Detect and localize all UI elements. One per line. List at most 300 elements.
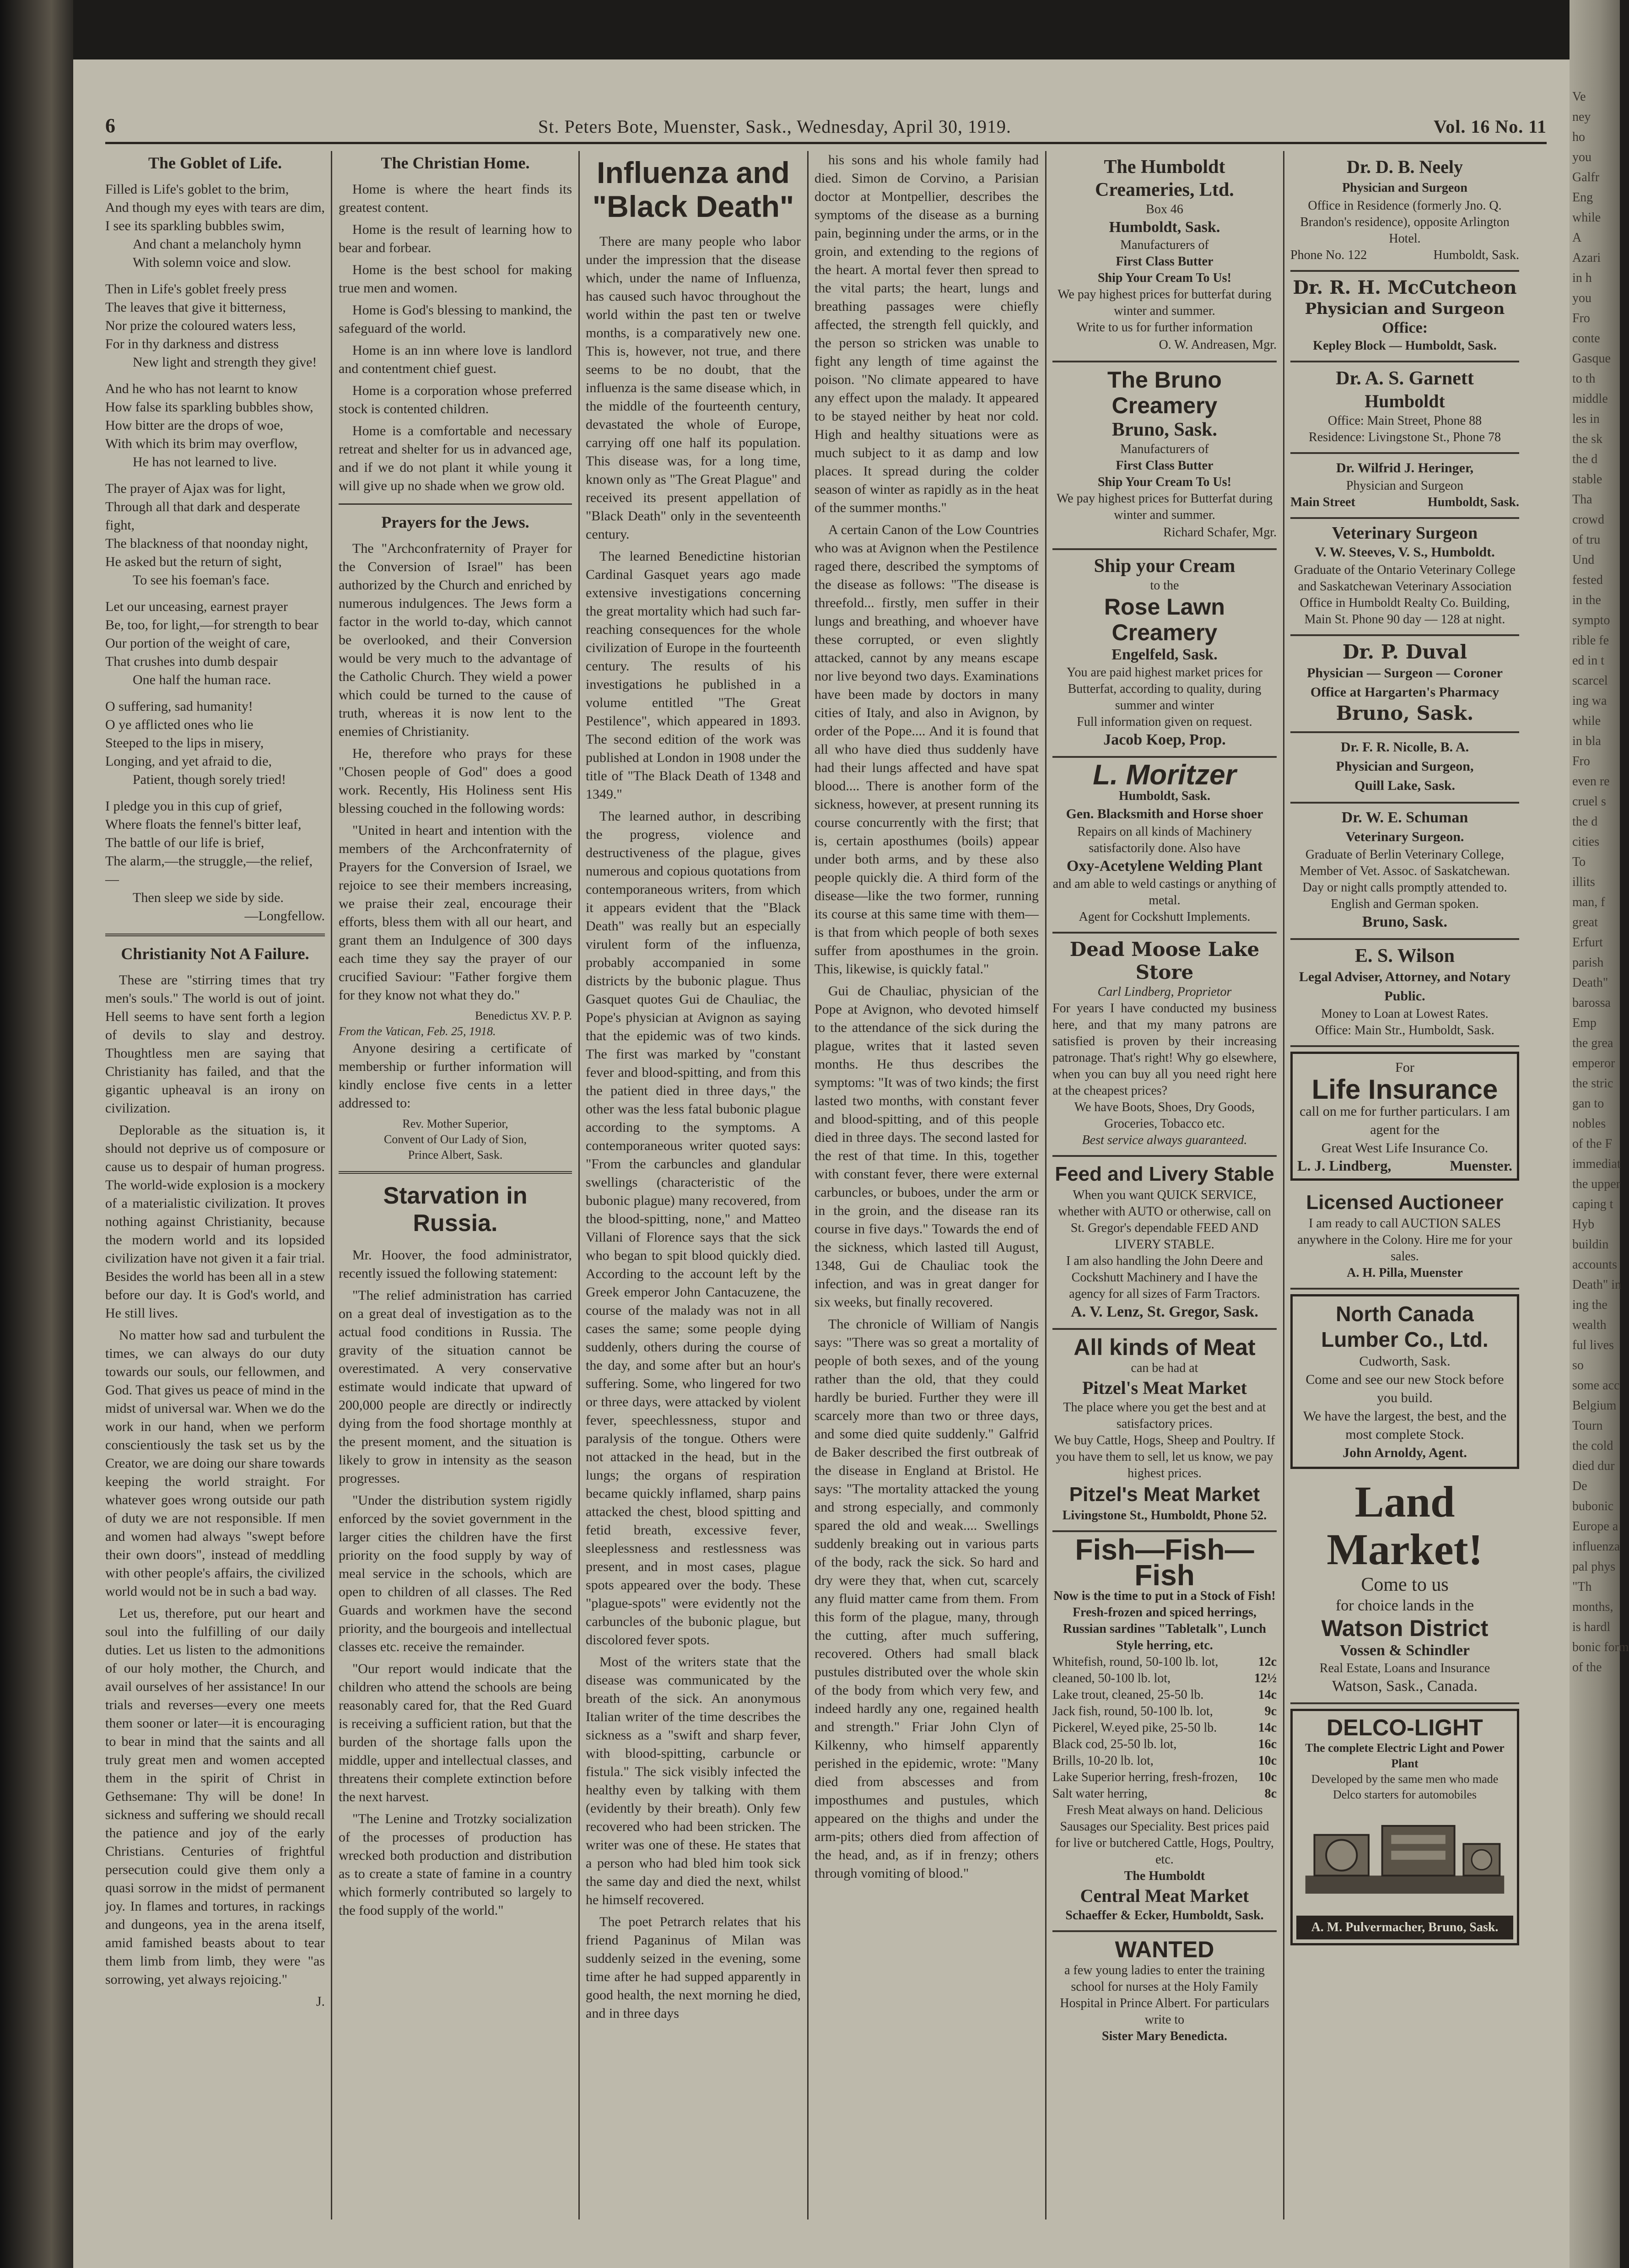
adjacent-page-fragment: the sk xyxy=(1572,432,1603,446)
adjacent-page-fragment: ed in t xyxy=(1572,653,1604,668)
paragraph: The "Archconfraternity of Prayer for the Conversion of Israel" has been authorized by the Church and enriched by numerous indulgences. The Jews form a factor in the world to-day, which cannot be overlooked, and their Conversion would be very much to the advantage of the Catholic Church. They wield a power which could be turned to the cause of truth, whereas it is now lent to the enemies of Christianity. xyxy=(339,541,572,739)
paragraph: Home is the result of learning how to bear and forbear. xyxy=(339,222,572,255)
paragraph: Most of the writers state that the disease was communicated by the breath of the sick. An anonymous Italian writer of the time describes the sickness as a "swift and sharp fever, with blood-spitting, carbuncle or fistula." The sick visibly infected the healthy even by talking with them (evidently by their breath). Only few recovered who had been stricken. The writer was one of these. He states that a person who had bled him took sick the same day and died the next, whilst he himself recovered. xyxy=(586,1654,801,1907)
poem-line: For in thy darkness and distress xyxy=(105,336,279,351)
adjacent-page-fragment: Tha xyxy=(1572,492,1592,507)
ad-text: Come and see our new Stock before you build. xyxy=(1305,1372,1504,1405)
poem-line: Be, too, for light,—for strength to bear xyxy=(105,617,318,632)
paragraph: Deplorable as the situation is, it should not deprive us of composure or cause us to despair of human progress. The world-wide explosion is a mockery of a materialistic civilization. It proves nothing against Christianity, because the modern world and its lopsided civilization have not given it a fair trial. Besides the world has been all in a stew before our day. It is God's world, and He still lives. xyxy=(105,1123,325,1321)
adjacent-page-fragment: immediat xyxy=(1572,1157,1621,1171)
stanza-break xyxy=(105,272,325,280)
adjacent-page-fragment: Death" in xyxy=(1572,1278,1622,1292)
price-value: 8c xyxy=(1264,1787,1277,1801)
adjacent-page-fragment: conte xyxy=(1572,331,1600,346)
card-text: Bruno, Sask. xyxy=(1336,702,1474,724)
address-line: Rev. Mother Superior, xyxy=(402,1117,508,1130)
card-text: Physician and Surgeon xyxy=(1342,181,1467,195)
convent-address xyxy=(339,1116,572,1163)
price-row xyxy=(1052,1654,1277,1670)
adjacent-page-fragment: Death" xyxy=(1572,976,1608,990)
ad-text: Pitzel's Meat Market xyxy=(1069,1483,1260,1506)
ad-town: Bruno, Sask. xyxy=(1112,419,1217,440)
adjacent-page-fragment: you xyxy=(1572,150,1591,164)
card-dr-mccutcheon xyxy=(1290,272,1519,362)
ad-title: Land xyxy=(1354,1477,1455,1526)
ad-signature: Muenster. xyxy=(1450,1157,1512,1174)
adjacent-page-fragment: Europe a xyxy=(1572,1519,1618,1534)
ad-signature: Schaeffer & Ecker, Humboldt, Sask. xyxy=(1065,1908,1264,1922)
price-item: Lake trout, cleaned, 25-50 lb. xyxy=(1052,1688,1204,1702)
adjacent-page-fragment: scarcel xyxy=(1572,674,1608,688)
card-text: Office in Humboldt Realty Co. Building, Main St. Phone 90 day — 128 at night. xyxy=(1300,596,1510,626)
poem-author: —Longfellow. xyxy=(244,908,325,923)
ad-text: Vossen & Schindler xyxy=(1339,1642,1470,1659)
ad-text: Gen. Blacksmith and Horse shoer xyxy=(1066,806,1263,821)
ad-text: to the xyxy=(1150,578,1179,593)
ad-signature: A. M. Pulvermacher, Bruno, Sask. xyxy=(1296,1916,1513,1939)
ad-text: The complete Electric Light and Power Plant xyxy=(1305,1741,1505,1770)
card-text: Office in Residence (formerly Jno. Q. Brandon's residence), opposite Arlington Hotel. xyxy=(1300,199,1510,246)
card-text: Money to Loan at Lowest Rates. xyxy=(1321,1007,1489,1021)
price-value: 9c xyxy=(1264,1704,1277,1718)
price-row xyxy=(1052,1736,1277,1753)
price-item: Black cod, 25-50 lb. lot, xyxy=(1052,1737,1177,1751)
adjacent-page-fragment: ho xyxy=(1572,130,1585,144)
ad-title: North Canada Lumber Co., Ltd. xyxy=(1321,1302,1489,1351)
adjacent-page-fragment: caping t xyxy=(1572,1197,1613,1211)
page-number: 6 xyxy=(105,114,116,137)
adjacent-page-fragment: bubonic xyxy=(1572,1499,1614,1513)
ad-text: Watson District xyxy=(1321,1615,1489,1641)
paragraph: "Our report would indicate that the children who attend the schools are being reasonably cared for, that the Red Guard is receiving a sufficient ration, but that the burden of the shortage falls upon the middle, upper and intellectual classes, and threatens their complete extinction before the next harvest. xyxy=(339,1661,572,1804)
newspaper-page xyxy=(73,59,1570,2268)
poem-line: Our portion of the weight of care, xyxy=(105,636,291,651)
adjacent-page-fragment: man, f xyxy=(1572,895,1605,909)
adjacent-page-fragment: "Th xyxy=(1572,1580,1592,1594)
card-name: Dr. Wilfrid J. Heringer, xyxy=(1336,460,1473,475)
ad-text: Central Meat Market xyxy=(1080,1885,1249,1906)
article-title-influenza: Influenza and "Black Death" xyxy=(592,156,794,223)
column-rule xyxy=(331,151,332,2219)
poem-line: Then in Life's goblet freely press xyxy=(105,281,287,297)
ad-text: Manufacturers of xyxy=(1120,442,1209,456)
fish-price-list xyxy=(1052,1654,1277,1802)
card-text: Kepley Block — Humboldt, Sask. xyxy=(1313,339,1497,353)
ad-title: L. Moritzer xyxy=(1093,759,1236,791)
adjacent-page-fragment: months, xyxy=(1572,1600,1613,1614)
poem-line: The alarm,—the struggle,—the relief,— xyxy=(105,853,313,887)
ad-text: Repairs on all kinds of Machinery satisfactorily done. Also have xyxy=(1077,825,1252,855)
column-rule xyxy=(1283,151,1284,2219)
adjacent-page-fragment: Erfurt xyxy=(1572,935,1603,950)
card-text: Quill Lake, Sask. xyxy=(1354,778,1456,793)
adjacent-page-fragment: the stric xyxy=(1572,1076,1613,1091)
price-row xyxy=(1052,1786,1277,1802)
ad-text: The Humboldt xyxy=(1124,1869,1205,1883)
price-item: Jack fish, round, 50-100 lb. lot, xyxy=(1052,1704,1213,1718)
ad-town: Humboldt, Sask. xyxy=(1109,219,1220,236)
poem-line: He has not learned to live. xyxy=(133,454,277,470)
adjacent-page-fragment: the d xyxy=(1572,452,1598,466)
poem-line: I pledge you in this cup of grief, xyxy=(105,799,282,814)
card-name: Veterinary Surgeon xyxy=(1332,524,1478,543)
card-name: Dr. F. R. Nicolle, B. A. xyxy=(1340,740,1469,755)
paragraph: Let us, therefore, put our heart and soul into the fulfilling of our daily duties. Let us listen to the admonitions of our holy mother, the Church, and avail ourselves of her assistance! In our trials and reverses—every one meets them sooner or later—it is encouraging to bear in mind that the saints and all truly great men and women accepted them in the spirit of Christ in Gethsemane: Thy will be done! In sickness and suffering we should recall the patience and joy of the early Christians. Centuries of frightful persecution could give them only a quasi sorrow in the midst of permanent joy. In flames and tortures, in rackings and dungeons, yea in the arena itself, amid famished beasts about to tear them limb from limb, they were "as sorrowing, yet always rejoicing." xyxy=(105,1606,325,1987)
ad-title: Market! xyxy=(1327,1525,1483,1574)
adjacent-page-fragment: of the xyxy=(1572,1660,1602,1674)
paragraph: his sons and his whole family had died. Simon de Corvino, a Parisian doctor at Montpellier, describes the symptoms of the disease as a burning pain, beginning under the arms, or in the groin, and extending to the regions of the heart. A mortal fever then spread to the vital parts; the heart, lungs and breathing passages were chiefly affected, the strength fell quickly, and the person so stricken was unable to fight any length of time against the poison. "No climate appeared to have any effect upon the malady. It appeared to be stayed neither by heat nor cold. High and healthy situations were as much subject to it as damp and low places. It spread during the colder season of winter as rapidly as in the heat of the summer months." xyxy=(814,152,1039,515)
adjacent-page-edge xyxy=(1570,0,1629,2268)
adjacent-page-text xyxy=(1570,87,1629,2238)
price-value: 16c xyxy=(1258,1737,1277,1751)
adjacent-page-fragment: middle xyxy=(1572,392,1608,406)
poem-line: And though my eyes with tears are dim, xyxy=(105,200,325,215)
ad-text: For xyxy=(1395,1060,1414,1075)
divider xyxy=(339,503,572,505)
ad-wanted-nurses xyxy=(1052,1932,1277,2051)
card-text: Humboldt xyxy=(1365,391,1445,411)
poem-line: The blackness of that noonday night, xyxy=(105,536,308,551)
paragraph: "United in heart and intention with the members of the Archconfraternity of Prayers for the Conversion of Israel, we rejoice to see their members increasing, we praise their zeal, encourage their efforts, bless them with all our heart, and grant them an Indulgence of 300 days each time they say the prayer of our crucified Saviour: "Father forgive them for they know not what they do." xyxy=(339,823,572,1003)
card-text: Veterinary Surgeon. xyxy=(1345,829,1464,844)
address-line: Prince Albert, Sask. xyxy=(408,1148,503,1161)
book-binding-shadow xyxy=(0,0,73,2268)
column-1 xyxy=(105,151,325,2219)
paragraph: The chronicle of William of Nangis says: "There was so great a mortality of people of both sexes, and of the young rather than the old, that they could hardly be buried. Further they were ill scarcely more than two or three days, and some died quite suddenly." Galfrid de Baker described the first outbreak of the disease in England at Bristol. He says: "The mortality attacked the young and strong especially, and commonly spared the old and weak.... Swellings suddenly breaking out in various parts of the body, rack the sick. So hard and dry were they that, when cut, scarcely any fluid matter came from them. From this form of the plague, many, through the cutting, after much suffering, recovered. Others had small black pustules distributed over the whole skin of the body from which very few, and indeed hardly any one, regained health and strength." Friar John Clyn of Kilkenny, who himself apparently perished in the epidemic, wrote: "Many died from abscesses and from imposthumes and pustules, which appeared on the thighs and under the arm-pits; others died from affection of the head, and, as if in frenzy; others through vomiting of blood." xyxy=(814,1317,1039,1881)
adjacent-page-fragment: fested xyxy=(1572,573,1603,587)
price-value: 10c xyxy=(1258,1754,1277,1768)
adjacent-page-fragment: parish xyxy=(1572,956,1604,970)
ad-text: Best service always guaranteed. xyxy=(1082,1133,1247,1147)
newspaper-title: St. Peters Bote, Muenster, Sask., Wednesday, April 30, 1919. xyxy=(538,116,1011,137)
ad-pitzels-meat xyxy=(1052,1330,1277,1532)
adjacent-page-fragment: even re xyxy=(1572,774,1610,788)
adjacent-page-fragment: barossa xyxy=(1572,996,1611,1010)
ad-title: The Bruno Creamery xyxy=(1107,367,1222,418)
ad-text: Pitzel's Meat Market xyxy=(1082,1377,1247,1398)
price-value: 14c xyxy=(1258,1688,1277,1702)
price-row xyxy=(1052,1703,1277,1720)
card-name: Dr. W. E. Schuman xyxy=(1341,809,1468,826)
paragraph: No matter how sad and turbulent the times, we can always do our duty towards our souls, our fellowmen, and God. That gives us peace of mind in the midst of universal war. When we do the work in our hand, when we perform conscientiously the task set us by the Creator, we are doing our share towards keeping the world straight. For whatever goes wrong outside our path of duty we are not responsible. If men and women had always "swept before their own doors", instead of meddling with other people's affairs, the civilized world would not be in such a bad way. xyxy=(105,1328,325,1599)
ad-north-canada-lumber xyxy=(1290,1294,1519,1469)
adjacent-page-fragment: of the F xyxy=(1572,1137,1613,1151)
card-text: Bruno, Sask. xyxy=(1362,913,1448,930)
paragraph: These are "stirring times that try men's souls." The world is out of joint. Hell seems to have sent forth a legion of devils to slay and destroy. Thoughtless men are saying that Christianity has failed, and that the gigantic upheaval is an irony on civilization. xyxy=(105,972,325,1116)
paragraph: Home is the best school for making true men and women. xyxy=(339,262,572,296)
card-text: Phone No. 122 xyxy=(1290,248,1367,262)
card-dr-schuman xyxy=(1290,804,1519,940)
adjacent-page-fragment: influenza xyxy=(1572,1539,1620,1554)
adjacent-page-fragment: the cold xyxy=(1572,1439,1613,1453)
column-2 xyxy=(339,151,572,2219)
article-body-christian-home xyxy=(339,180,572,495)
ad-text: Livingstone St., Humboldt, Phone 52. xyxy=(1062,1508,1267,1523)
adjacent-page-fragment: rible fe xyxy=(1572,633,1609,648)
paragraph: The poet Petrarch relates that his friend Paganinus of Milan was suddenly seized in the evening, some time after he had supped apparently in good health, the next morning he died, and in three days xyxy=(586,1914,801,2021)
card-dr-duval xyxy=(1290,636,1519,733)
ad-text: Cudworth, Sask. xyxy=(1359,1354,1451,1369)
adjacent-page-fragment: Azari xyxy=(1572,251,1601,265)
price-item: Brills, 10-20 lb. lot, xyxy=(1052,1754,1154,1768)
card-text: Graduate of the Ontario Veterinary College and Saskatchewan Veterinary Association xyxy=(1294,563,1516,594)
poem-title: The Goblet of Life. xyxy=(148,154,282,172)
poem-line: With which its brim may overflow, xyxy=(105,436,298,451)
article-body-influenza xyxy=(586,232,801,2023)
adjacent-page-fragment: De xyxy=(1572,1479,1587,1493)
article-body-starvation xyxy=(339,1246,572,1920)
article-title-prayers-jews: Prayers for the Jews. xyxy=(381,513,529,531)
adjacent-page-fragment: Ve xyxy=(1572,90,1586,104)
card-text: V. W. Steeves, V. S., Humboldt. xyxy=(1315,545,1495,560)
adjacent-page-fragment: Belgium xyxy=(1572,1399,1617,1413)
adjacent-page-fragment: Emp xyxy=(1572,1016,1597,1030)
poem-line: Longing, and yet afraid to die, xyxy=(105,754,272,769)
poem-line: Where floats the fennel's bitter leaf, xyxy=(105,817,302,832)
card-name: Dr. A. S. Garnett xyxy=(1336,368,1474,389)
price-row xyxy=(1052,1769,1277,1786)
card-dr-heringer xyxy=(1290,454,1519,519)
ad-title: WANTED xyxy=(1115,1937,1214,1962)
ad-text: Oxy-Acetylene Welding Plant xyxy=(1066,858,1263,875)
poem-line: Filled is Life's goblet to the brim, xyxy=(105,182,289,197)
adjacent-page-fragment: Galfr xyxy=(1572,170,1600,184)
ad-text: a few young ladies to enter the training school for nurses at the Holy Family Hospital in Prince Albert. For particulars write to xyxy=(1060,1963,1269,2027)
ad-text: Ship Your Cream To Us! xyxy=(1097,271,1231,285)
ad-moritzer xyxy=(1052,758,1277,934)
poem-goblet-of-life xyxy=(105,180,325,907)
poem-line: Patient, though sorely tried! xyxy=(133,772,286,787)
ad-text: Now is the time to put in a Stock of Fish! Fresh-frozen and spiced herrings, Russian sardines "Tabletalk", Lunch Style herring, etc. xyxy=(1053,1589,1276,1652)
card-text: Humboldt, Sask. xyxy=(1433,248,1519,262)
paragraph: He, therefore who prays for these "Chosen people of God" does a good work. Recently, His Holiness sent His blessing couched in the following words: xyxy=(339,746,572,816)
paragraph: The learned Benedictine historian Cardinal Gasquet years ago made extensive investigations concerning the great mortality which had such far-reaching consequences for the whole civilization of Europe in the fourteenth century. The results of his investigations he published in a volume entitled "The Great Pestilence", which appeared in 1893. The second edition of the work was published at London in 1908 under the title of "The Black Death of 1348 and 1349." xyxy=(586,549,801,802)
card-text: Main Street xyxy=(1290,495,1355,509)
adjacent-page-fragment: died dur xyxy=(1572,1459,1615,1473)
adjacent-page-fragment: great xyxy=(1572,915,1598,929)
ad-signature: Jacob Koep, Prop. xyxy=(1103,731,1226,748)
ad-text: Carl Lindberg, Proprietor xyxy=(1097,985,1232,999)
price-value: 10c xyxy=(1258,1770,1277,1784)
ad-rose-lawn-creamery xyxy=(1052,550,1277,758)
ad-text: Write to us for further information xyxy=(1076,320,1253,335)
card-text: Office: xyxy=(1381,319,1428,336)
poem-line: Let our unceasing, earnest prayer xyxy=(105,599,288,614)
ad-text: We buy Cattle, Hogs, Sheep and Poultry. If you have them to sell, let us know, we pay highest prices. xyxy=(1054,1433,1275,1480)
adjacent-page-fragment: Eng xyxy=(1572,190,1593,205)
poem-line: New light and strength they give! xyxy=(133,355,317,370)
paragraph: Home is where the heart finds its greatest content. xyxy=(339,182,572,215)
ad-text: Developed by the same men who made Delco starters for automobiles xyxy=(1311,1772,1499,1801)
ad-text: The place where you get the best and at satisfactory prices. xyxy=(1063,1400,1266,1431)
adjacent-page-fragment: To xyxy=(1572,855,1586,869)
ad-text: We pay highest prices for butterfat during winter and summer. xyxy=(1057,287,1272,318)
paragraph: There are many people who labor under the impression that the disease which, under the name of Influenza, has caused such havoc throughout the world within the past ten or twelve months, is a comparatively new one. This is, however, not true, and there seems to be no doubt, that the influenza is the same disease which, in the middle of the fourteenth century, devastated the whole of Europe, carrying off one half its population. This disease was, for a long time, known only as "The Great Plague" and received its present appellation of "Black Death" only in the seventeenth century. xyxy=(586,234,801,542)
volume-number: Vol. 16 No. 11 xyxy=(1433,116,1547,137)
article-body-influenza-continued xyxy=(814,151,1039,1883)
adjacent-page-fragment: buildin xyxy=(1572,1237,1609,1252)
article-body-christianity xyxy=(105,971,325,1989)
ad-text: Watson, Sask., Canada. xyxy=(1332,1678,1478,1695)
ad-fish xyxy=(1052,1532,1277,1932)
paragraph: "The relief administration has carried on a great deal of investigation as to the actual food conditions in Russia. The gravity of the situation cannot be overestimated. A very conservative estimate would indicate that upward of 200,000 people are directly or indirectly dying from the food shortage monthly at the present moment, and the situation is likely to grow in intensity as the season progresses. xyxy=(339,1288,572,1486)
poem-line: Through all that dark and desperate fight, xyxy=(105,499,300,533)
paragraph: Home is an inn where love is landlord and contentment chief guest. xyxy=(339,343,572,376)
ad-text: and am able to weld castings or anything of metal. xyxy=(1052,877,1277,907)
adjacent-page-fragment: Hyb xyxy=(1572,1217,1595,1231)
adjacent-page-fragment: while xyxy=(1572,714,1601,728)
adjacent-page-fragment: Gasque xyxy=(1572,351,1611,366)
ad-text: can be had at xyxy=(1131,1361,1198,1375)
poem-line: The leaves that give it bitterness, xyxy=(105,300,286,315)
card-text: Legal Adviser, Attorney, and Notary Public. xyxy=(1299,969,1511,1004)
ad-title: Fish—Fish—Fish xyxy=(1075,1533,1254,1592)
price-row xyxy=(1052,1720,1277,1736)
paragraph: "Under the distribution system rigidly enforced by the soviet government in the larger cities the children have the first priority on the food supply by way of meal service in the schools, which are open to children of all classes. The Red Guards and workmen have the second priority, and the bourgeois and intellectual classes etc. receive the remainder. xyxy=(339,1493,572,1654)
ad-humboldt-creameries xyxy=(1052,151,1277,362)
paragraph: Home is a comfortable and necessary retreat and shelter for us in advanced age, and if we do not plant it while young it will give up no shade when we grow old. xyxy=(339,423,572,493)
card-text: Office at Hargarten's Pharmacy xyxy=(1310,685,1500,700)
ad-title: Rose Lawn Creamery xyxy=(1104,594,1225,645)
paragraph: "The Lenine and Trotzky socialization of the processes of production has wrecked both production and distribution as to create a state of famine in a country which formerly contributed so largely to the food supply of the world." xyxy=(339,1811,572,1918)
stanza-break xyxy=(105,372,325,380)
card-text: Graduate of Berlin Veterinary College, Member of Vet. Assoc. of Saskatchewan. Day or night calls promptly attended to. English and German spoken. xyxy=(1300,848,1510,911)
paragraph: Home is a corporation whose preferred stock is contented children. xyxy=(339,383,572,416)
stanza-break xyxy=(105,471,325,480)
adjacent-page-fragment: you xyxy=(1572,291,1591,305)
ad-text: First Class Butter xyxy=(1116,254,1214,269)
ad-text: Ship Your Cream To Us! xyxy=(1097,475,1231,489)
card-text: Physician and Surgeon, xyxy=(1336,759,1474,774)
price-item: cleaned, 50-100 lb. lot, xyxy=(1052,1671,1171,1685)
card-text: Residence: Livingstone St., Phone 78 xyxy=(1309,430,1501,444)
price-value: 12c xyxy=(1258,1655,1277,1669)
address-line: Convent of Our Lady of Sion, xyxy=(384,1133,527,1146)
adjacent-page-fragment: so xyxy=(1572,1358,1584,1372)
poem-line: I see its sparkling bubbles swim, xyxy=(105,218,285,233)
article-title-starvation: Starvation in Russia. xyxy=(383,1183,528,1237)
poem-line: With solemn voice and slow. xyxy=(133,255,291,270)
adjacent-page-fragment: gan to xyxy=(1572,1096,1604,1111)
poem-line: That crushes into dumb despair xyxy=(105,654,278,669)
certificate-note: Anyone desiring a certificate of membership or further information will kindly enclose five cents in a letter addressed to: xyxy=(339,1041,572,1111)
ad-text: We pay highest prices for Butterfat during winter and summer. xyxy=(1056,491,1273,522)
adjacent-page-fragment: in bla xyxy=(1572,734,1601,748)
paragraph: Mr. Hoover, the food administrator, recently issued the following statement: xyxy=(339,1247,572,1281)
adjacent-page-fragment: bonic form xyxy=(1572,1640,1629,1654)
ad-text: Agent for Cockshutt Implements. xyxy=(1079,910,1251,924)
engine-illustration xyxy=(1296,1807,1513,1908)
card-steeves xyxy=(1290,519,1519,636)
poem-line: How bitter are the drops of woe, xyxy=(105,418,284,433)
adjacent-page-fragment: cities xyxy=(1572,835,1600,849)
ad-text: You are paid highest market prices for Butterfat, according to quality, during summer and winter xyxy=(1067,665,1262,713)
ad-title: Feed and Livery Stable xyxy=(1055,1163,1274,1185)
ad-title: Licensed Auctioneer xyxy=(1306,1191,1504,1214)
adjacent-page-fragment: cruel s xyxy=(1572,794,1606,809)
papal-signature: Benedictus XV. P. P. xyxy=(475,1009,572,1022)
poem-line: The prayer of Ajax was for light, xyxy=(105,481,286,496)
card-text: Physician and Surgeon xyxy=(1346,479,1464,493)
poem-line: Steeped to the lips in misery, xyxy=(105,735,264,751)
poem-line: The battle of our life is brief, xyxy=(105,835,264,850)
ad-text: I am also handling the John Deere and Cockshutt Machinery and I have the agency for all sizes of Farm Tractors. xyxy=(1066,1254,1263,1301)
adjacent-page-fragment: wealth xyxy=(1572,1318,1607,1332)
poem-line: He asked but the return of sight, xyxy=(105,554,282,569)
ad-text: Come to us xyxy=(1361,1574,1449,1595)
price-item: Lake Superior herring, fresh-frozen, xyxy=(1052,1770,1238,1784)
poem-line: And he who has not learnt to know xyxy=(105,381,298,396)
article-title-christianity: Christianity Not A Failure. xyxy=(121,945,309,963)
paragraph: The learned author, in describing the progress, violence and destructiveness of the plague, gives numerous and copious quotations from contemporaneous writers, from which it appears evident that the "Black Death" was really but an especially virulent form of the influenza, probably accompanied in some districts by the bubonic plague. Thus Gasquet quotes Gui de Chauliac, the Pope's physician at Avignon as saying that the epidemic was of two kinds. The first was marked by "constant fever and blood-spitting, and from this the patient died in three days," the other was the less fatal bubonic plague according to the symptoms. A contemporaneous writer quoted says: "From the carbuncles and glandular swellings (characteristic of the bubonic plague) many recovered, from the blood-spitting, none," and Matteo Villani of Florence says that the sick who began to spit blood quickly died. According to the account left by the Greek emperor John Cantacuzene, the course of the malady was not in all cases the same; some people dying suddenly, others during the course of the day, and some after but an hour's suffering. Some, who lingered for two or three days, were attacked by violent fever, speechlessness, stupor and paralysis of the tongue. Others were not attacked in the head, but in the lungs; the organs of respiration became quickly inflamed, sharp pains attacked the chest, blood spitting and fetid breath, excessive fever, sleeplessness and restlessness was present, and in most cases, plague spots appeared over the body. These "plague-spots" were evidently not the carbuncles of the bubonic plague, but discolored fever spots. xyxy=(586,809,801,1647)
card-text: Office: Main Street, Phone 88 xyxy=(1327,414,1482,428)
ad-text: For years I have conducted my business here, and that my many patrons are satisfied is proven by their increasing patronage. That's right! Why go elsewhere, when you can buy all you need right here at the cheapest prices? xyxy=(1052,1001,1277,1098)
card-wilson xyxy=(1290,940,1519,1047)
ad-text: Fresh Meat always on hand. Delicious Sausages our Speciality. Best prices paid for live or butchered Cattle, Hogs, Poultry, etc. xyxy=(1055,1803,1274,1867)
price-item: Salt water herring, xyxy=(1052,1787,1148,1801)
ad-text: Real Estate, Loans and Insurance xyxy=(1319,1661,1490,1675)
adjacent-page-fragment: of tru xyxy=(1572,533,1601,547)
ad-title: Life Insurance xyxy=(1311,1074,1498,1105)
ad-text: Box 46 xyxy=(1146,202,1183,216)
paragraph: A certain Canon of the Low Countries who was at Avignon when the Pestilence raged there, described the symptoms of the disease as follows: "The disease is threefold... firstly, men suffer in their lungs and breathing, and whoever have these corrupted, or even slightly attacked, cannot by any means escape nor live beyond two days. Examinations have been made by doctors in many cities of Italy, and also in Avignon, by order of the Pope.... And it is found that all who have died thus suddenly have had their lungs affected and have spat blood.... There is another form of the sickness, however, at present running its course concurrently with the first; that is, certain aposthumes (boils) appear under both arms, and by these also people quickly die. A third form of the disease—like the two former, running its course at this same time with them—is that from which people of both sexes suffer from aposthumes in the groin. This, likewise, is quickly fatal." xyxy=(814,522,1039,977)
masthead xyxy=(105,105,1547,144)
adjacent-page-fragment: emperor xyxy=(1572,1056,1615,1070)
ad-dead-moose-lake-store xyxy=(1052,934,1277,1157)
card-dr-garnett xyxy=(1290,362,1519,454)
poem-line: How false its sparkling bubbles show, xyxy=(105,400,313,415)
ad-signature: L. J. Lindberg, xyxy=(1297,1157,1392,1174)
adjacent-page-fragment: Fro xyxy=(1572,754,1590,768)
article-title-christian-home: The Christian Home. xyxy=(381,154,530,172)
adjacent-page-fragment: ing the xyxy=(1572,1298,1607,1312)
price-row xyxy=(1052,1753,1277,1769)
price-item: Pickerel, W.eyed pike, 25-50 lb. xyxy=(1052,1721,1217,1735)
ad-signature: A. V. Lenz, St. Gregor, Sask. xyxy=(1071,1303,1258,1320)
paragraph: Home is God's blessing to mankind, the safeguard of the world. xyxy=(339,302,572,336)
stanza-break xyxy=(105,689,325,697)
adjacent-page-fragment: the upper xyxy=(1572,1177,1620,1191)
ad-title: The Humboldt Creameries, Ltd. xyxy=(1095,157,1234,200)
card-text: Physician — Surgeon — Coroner xyxy=(1307,665,1503,680)
ad-signature: John Arnoldy, Agent. xyxy=(1343,1445,1467,1460)
adjacent-page-fragment: to th xyxy=(1572,372,1596,386)
column-rule xyxy=(578,151,580,2219)
adjacent-page-fragment: Und xyxy=(1572,553,1595,567)
adjacent-page-fragment: Fro xyxy=(1572,311,1590,325)
article-body-prayers-jews xyxy=(339,540,572,1004)
card-text: Physician and Surgeon xyxy=(1305,300,1505,318)
adjacent-page-fragment: the d xyxy=(1572,815,1598,829)
card-text: Humboldt, Sask. xyxy=(1428,495,1519,509)
adjacent-page-fragment: sympto xyxy=(1572,613,1610,627)
column-rule xyxy=(1045,151,1046,2219)
adjacent-page-fragment: some acc xyxy=(1572,1378,1620,1393)
column-rule xyxy=(807,151,809,2219)
adjacent-page-fragment: accounts xyxy=(1572,1258,1617,1272)
card-name: E. S. Wilson xyxy=(1355,945,1455,967)
stanza-break xyxy=(105,589,325,598)
poem-line: And chant a melancholy hymn xyxy=(133,237,302,252)
price-item: Whitefish, round, 50-100 lb. lot, xyxy=(1052,1655,1219,1669)
adjacent-page-fragment: Tourn xyxy=(1572,1419,1603,1433)
column-4 xyxy=(814,151,1039,2219)
divider xyxy=(339,1171,572,1174)
ad-livery-stable xyxy=(1052,1157,1277,1330)
ad-town: Engelfeld, Sask. xyxy=(1111,646,1218,663)
ad-text: We have the largest, the best, and the most complete Stock. xyxy=(1303,1409,1507,1442)
card-name: Dr. P. Duval xyxy=(1342,641,1467,663)
